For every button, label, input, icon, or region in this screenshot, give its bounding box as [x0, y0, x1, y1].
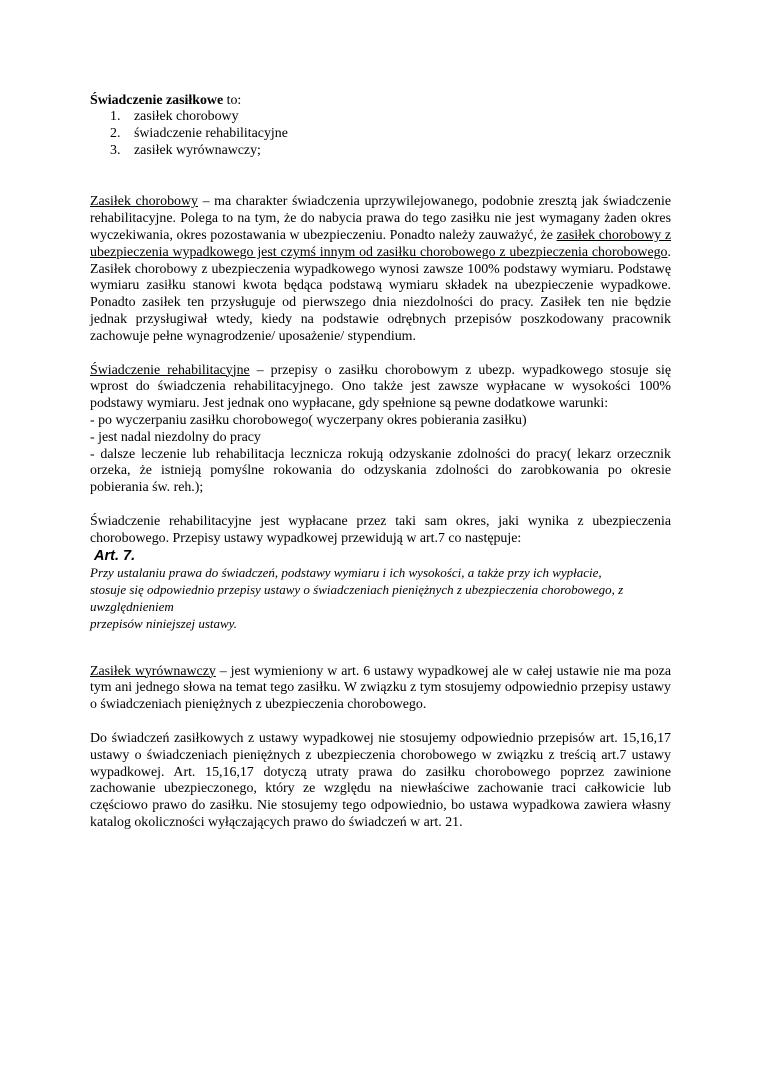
list-item: 2. świadczenie rehabilitacyjne	[110, 125, 288, 141]
article-line: Przy ustalaniu prawa do świadczeń, podstawy wymiaru i ich wysokości, a także przy ich wypłacie,	[90, 564, 602, 580]
list-item: 3. zasiłek wyrównawczy;	[110, 142, 261, 158]
list-item: 1. zasiłek chorobowy	[110, 109, 239, 124]
paragraph-sickness-benefit: Zasiłek chorobowy – ma charakter świadczenia uprzywilejowanego, podobnie zresztą jak świadczenie rehabilitacyjne. Polega to na tym, że do nabycia prawa do tego zasiłku nie jest wymagany żaden okres wyczekiwania, okres pozostawania w ubezpieczeniu. Ponadto należy zauważyć, że zasiłek chorobowy z ubezpieczenia wypadkowego jest czymś innym od zasiłku chorobowego z ubezpieczenia chorobowego. Zasiłek chorobowy z ubezpieczenia wypadkowego wynosi zawsze 100% podstawy wymiaru. Podstawę wymiaru zasiłku stanowi kwota będąca podstawą wymiaru składek na ubezpieczenie wypadkowe. Ponadto zasiłek ten przysługuje od pierwszego dnia niezdolności do pracy. Zasiłek ten nie będzie jednak przysługiwał wtedy, kiedy na podstawie odrębnych przepisów poszkodowany pracownik zachowuje pełne wynagrodzenie/ uposażenie/ stypendium.	[90, 194, 671, 344]
article-line: przepisów niniejszej ustawy.	[90, 615, 237, 631]
underlined-statement: zasiłek chorobowy z ubezpieczenia wypadkowego jest czymś innym od zasiłku chorobowego z ubezpieczenia chorobowego	[90, 227, 671, 260]
article-line: stosuje się odpowiednio przepisy ustawy o świadczeniach pieniężnych z ubezpieczenia chorobowego, z uwzględnieniem	[90, 581, 624, 614]
condition-item: - dalsze leczenie lub rehabilitacja lecznicza rokują odzyskanie zdolności do pracy( lekarz orzecznik orzeka, że istnieją pomyślne rokowania do odzyskania zdolności do zarobkowania po okresie pobierania św. reh.);	[90, 446, 671, 496]
term-compensatory-benefit: Zasiłek wyrównawczy	[90, 663, 216, 679]
term-rehabilitation-benefit: Świadczenie rehabilitacyjne	[90, 362, 250, 378]
article-heading: Art. 7.	[94, 547, 136, 564]
section-heading	[90, 92, 671, 109]
paragraph-duration: Świadczenie rehabilitacyjne jest wypłacane przez taki sam okres, jaki wynika z ubezpieczenia chorobowego. Przepisy ustawy wypadkowej przewidują w art.7 co następuje:	[90, 513, 671, 546]
term-sickness-benefit: Zasiłek chorobowy	[90, 194, 198, 210]
condition-item: - jest nadal niezdolny do pracy	[90, 429, 261, 445]
condition-item: - po wyczerpaniu zasiłku chorobowego( wyczerpany okres pobierania zasiłku)	[90, 412, 527, 428]
document-page	[90, 92, 671, 832]
heading-rest: to:	[223, 93, 242, 108]
paragraph-rehabilitation-benefit: Świadczenie rehabilitacyjne – przepisy o zasiłku chorobowym z ubezp. wypadkowego stosuje się wprost do świadczenia rehabilitacyjnego. Ono także jest zawsze wypłacane w wysokości 100% podstawy wymiaru. Jest jednak ono wypłacane, gdy spełnione są pewne dodatkowe warunki:	[90, 362, 671, 412]
benefit-list	[110, 109, 671, 159]
heading-bold: Świadczenie zasiłkowe	[90, 93, 224, 108]
paragraph-compensatory-benefit: Zasiłek wyrównawczy – jest wymieniony w art. 6 ustawy wypadkowej ale w całej ustawie nie ma poza tym ani jednego słowa na temat tego zasiłku. W związku z tym stosujemy odpowiednio przepisy ustawy o świadczeniach pieniężnych z ubezpieczenia chorobowego.	[90, 663, 672, 713]
paragraph-exclusions: Do świadczeń zasiłkowych z ustawy wypadkowej nie stosujemy odpowiednio przepisów art. 15,16,17 ustawy o świadczeniach pieniężnych z ubezpieczenia chorobowego w związku z treścią art.7 ustawy wypadkowej. Art. 15,16,17 dotyczą utraty prawa do zasiłku chorobowego poprzez zawinione zachowanie ubezpieczonego, który ze względu na niewłaściwe zachowanie traci całkowicie lub częściowo prawo do zasiłku. Nie stosujemy tego odpowiednio, bo ustawa wypadkowa zawiera własny katalog okoliczności wyłączających prawo do świadczeń w art. 21.	[90, 730, 671, 830]
